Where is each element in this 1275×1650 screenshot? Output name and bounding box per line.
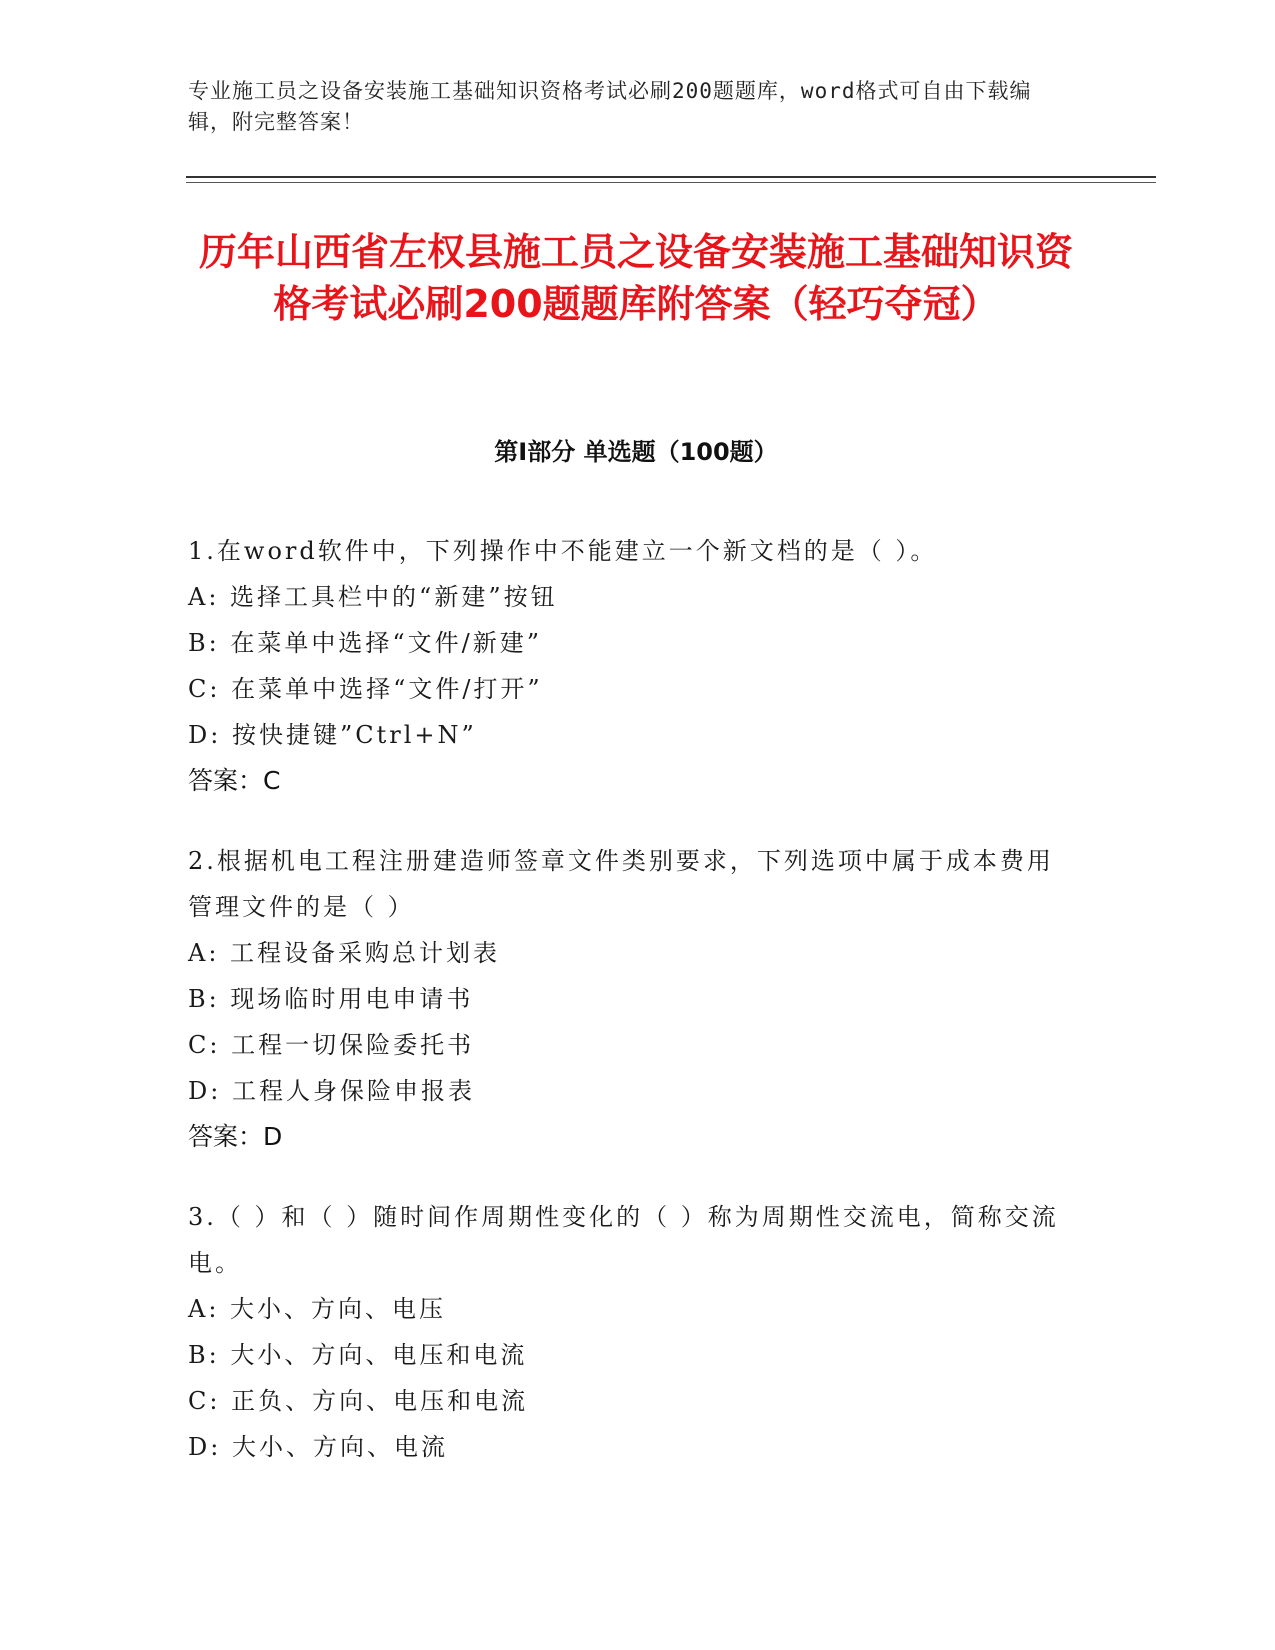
option-d: D: 按快捷键”Ctrl+N” — [188, 721, 477, 749]
question-1 — [188, 528, 1078, 804]
section-heading: 第Ⅰ部分 单选题（100题） — [494, 438, 778, 466]
question-text: 3.（ ）和（ ）随时间作周期性变化的（ ）称为周期性交流电，简称交流电。 — [188, 1203, 1059, 1277]
option-c: C: 在菜单中选择“文件/打开” — [188, 675, 543, 703]
option-a: A: 选择工具栏中的“新建”按钮 — [188, 583, 558, 611]
question-text: 2.根据机电工程注册建造师签章文件类别要求，下列选项中属于成本费用管理文件的是（ ） — [188, 847, 1054, 921]
option-d: D: 大小、方向、电流 — [188, 1433, 448, 1461]
option-a: A: 工程设备采购总计划表 — [188, 939, 501, 967]
question-list — [188, 528, 1078, 1504]
header-divider-thin — [186, 182, 1156, 183]
option-c: C: 工程一切保险委托书 — [188, 1031, 475, 1059]
question-2 — [188, 838, 1078, 1160]
question-3 — [188, 1194, 1078, 1470]
option-c: C: 正负、方向、电压和电流 — [188, 1387, 529, 1415]
question-text: 1.在word软件中，下列操作中不能建立一个新文档的是（ ）。 — [188, 537, 938, 565]
option-b: B: 大小、方向、电压和电流 — [188, 1341, 528, 1369]
option-a: A: 大小、方向、电压 — [188, 1295, 447, 1323]
header-divider-thick — [186, 176, 1156, 178]
option-d: D: 工程人身保险申报表 — [188, 1077, 475, 1105]
answer: 答案：C — [188, 766, 281, 795]
option-b: B: 现场临时用电申请书 — [188, 985, 474, 1013]
header-note: 专业施工员之设备安装施工基础知识资格考试必刷200题题库，word格式可自由下载编辑，附完整答案！ — [188, 79, 1032, 134]
option-b: B: 在菜单中选择“文件/新建” — [188, 629, 542, 657]
answer: 答案：D — [188, 1122, 283, 1151]
document-title: 历年山西省左权县施工员之设备安装施工基础知识资格考试必刷200题题库附答案（轻巧夺冠） — [198, 230, 1073, 326]
